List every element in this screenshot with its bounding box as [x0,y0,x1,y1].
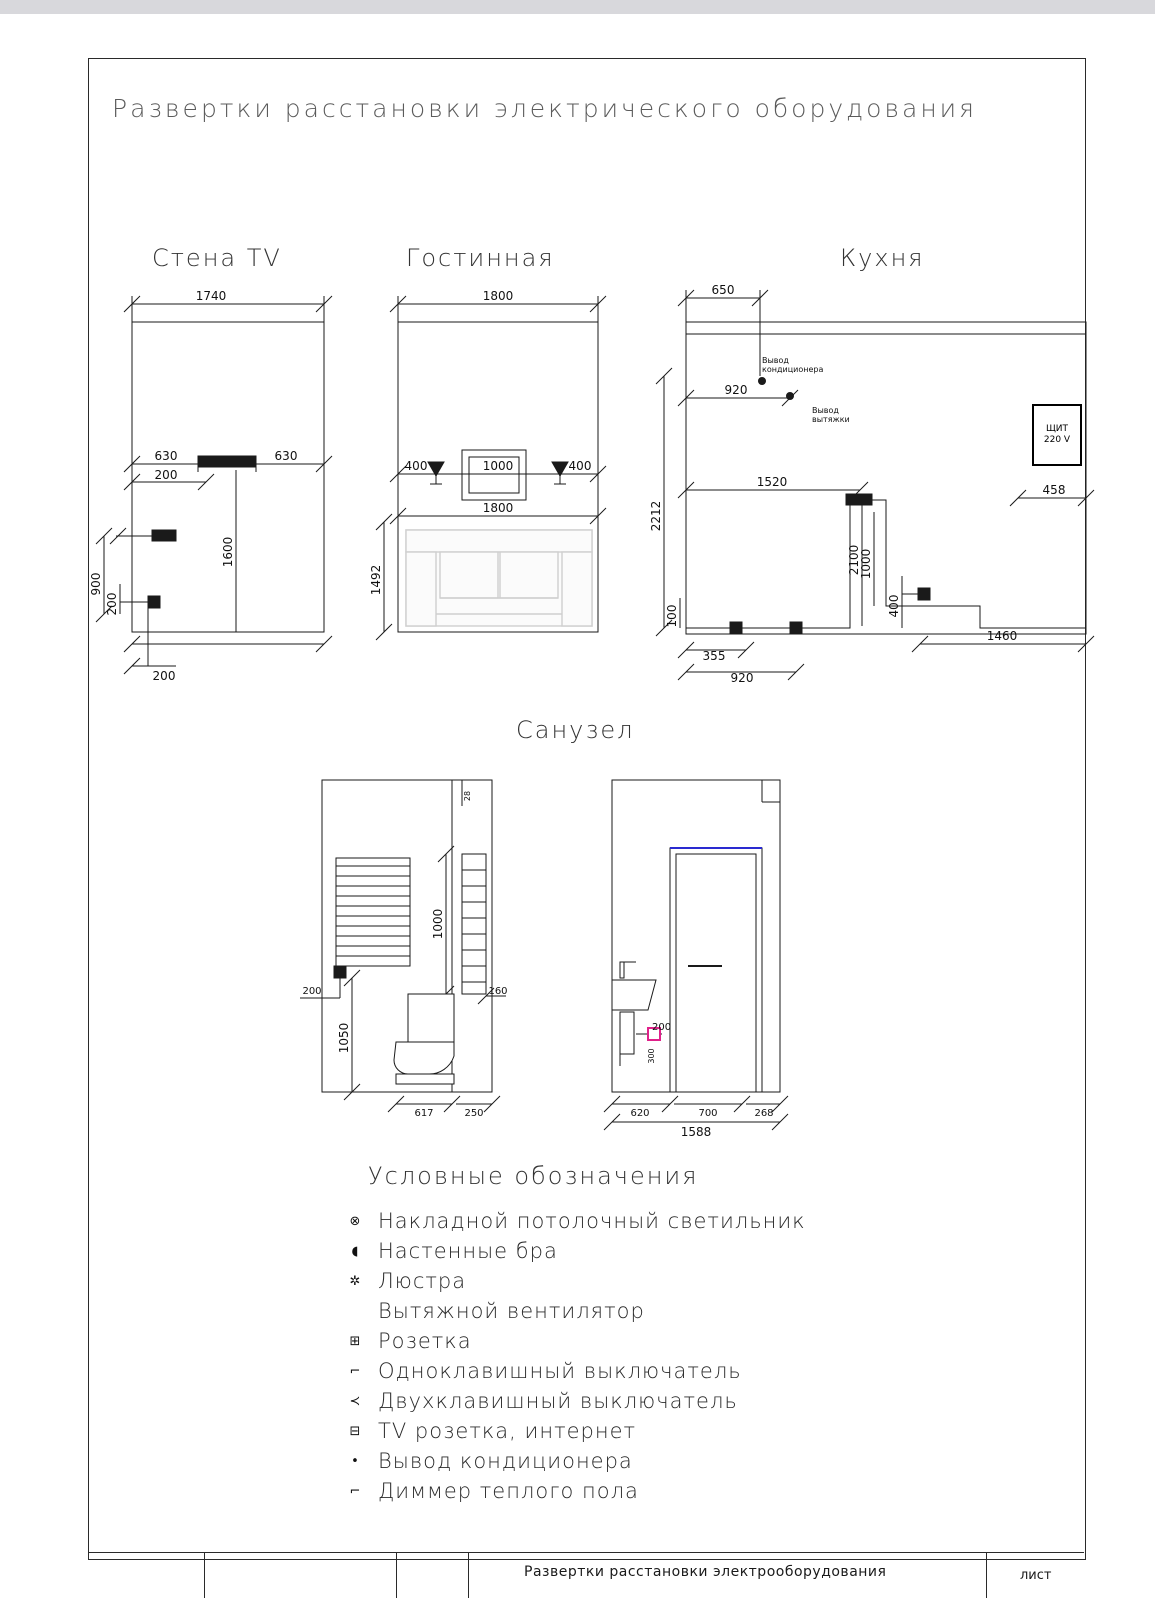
dim-kitchen-458: 458 [1042,483,1066,497]
label-ac-outlet: Вывод кондиционера [762,356,824,375]
section-title-kitchen: Кухня [840,244,925,272]
dim-kitchen-920-bottom: 920 [730,671,754,685]
dim-bath-1000: 1000 [431,908,445,940]
section-title-bathroom: Санузел [516,716,635,744]
dim-tv-1600: 1600 [221,536,235,568]
ac-outlet-icon: • [351,1453,359,1469]
page-title: Развертки расстановки электрического оборудования [112,94,977,123]
dim-bath-300: 300 [647,1048,656,1064]
dim-living-1800-bottom: 1800 [482,501,514,515]
dim-bath-617: 617 [414,1108,434,1119]
floor-heating-dimmer-icon: ⌐ [349,1483,361,1499]
legend-label: Розетка [378,1329,472,1353]
legend-item [332,1266,1032,1296]
drawing-kitchen [650,276,1090,686]
legend-item [332,1236,1032,1266]
dim-kitchen-650: 650 [711,283,735,297]
dim-kitchen-920: 920 [724,383,748,397]
single-switch-icon: ⌐ [349,1363,361,1379]
electrical-panel-symbol [1032,404,1082,466]
legend-label: Одноклавишный выключатель [378,1359,742,1383]
tv-internet-socket-icon: ⊟ [349,1423,361,1439]
legend-label: Вытяжной вентилятор [378,1299,645,1323]
legend-item [332,1326,1032,1356]
legend-item [332,1446,1032,1476]
section-title-tv-wall: Стена TV [152,244,282,272]
dim-tv-630-right: 630 [274,449,298,463]
dim-bath-200: 200 [302,986,322,997]
dim-living-1492: 1492 [369,564,383,596]
label-hood-outlet: Вывод вытяжки [812,406,850,425]
dim-tv-200-a: 200 [154,468,178,482]
dim-bath-28: 28 [463,790,472,802]
legend-item [332,1206,1032,1236]
dim-living-1800-top: 1800 [482,289,514,303]
title-block [88,1552,1084,1598]
ceiling-light-icon: ⊗ [349,1213,361,1229]
drawing-sheet [0,14,1155,1600]
drawing-tv-wall [86,284,376,694]
dim-living-400-right: 400 [568,459,592,473]
legend-item [332,1476,1032,1506]
legend-label: TV розетка, интернет [378,1419,637,1443]
dim-bath-250: 250 [464,1108,484,1119]
section-title-living: Гостинная [406,244,555,272]
dim-tv-200-b: 200 [105,592,119,616]
title-block-divider [88,1552,1084,1553]
legend-title: Условные обозначения [368,1162,699,1190]
title-block-cell-4 [986,1552,987,1598]
dim-bath-160: 160 [488,986,508,997]
legend-label: Люстра [378,1269,467,1293]
legend-item [332,1416,1032,1446]
legend-label: Настенные бра [378,1239,558,1263]
legend-label: Двухклавишный выключатель [378,1389,738,1413]
dim-bath-200-right: 200 [652,1022,672,1033]
panel-label-2: 220 V [1043,435,1071,445]
dim-tv-200-c: 200 [152,669,176,683]
dim-bath-700: 700 [698,1108,718,1119]
dim-kitchen-2100: 2100 [847,544,861,576]
dim-kitchen-1000: 1000 [859,548,873,580]
double-switch-icon: ≺ [349,1393,361,1409]
title-block-cell-3 [468,1552,469,1598]
socket-icon: ⊞ [349,1333,361,1349]
panel-label-1: ЩИТ [1045,424,1069,435]
dim-bath-1050: 1050 [337,1022,351,1054]
legend-item [332,1296,1032,1326]
dim-kitchen-355: 355 [702,649,726,663]
legend-item [332,1356,1032,1386]
dim-tv-1740: 1740 [195,289,227,303]
dim-living-1000: 1000 [482,459,514,473]
dim-living-400-left: 400 [404,459,428,473]
legend-list [332,1206,1032,1506]
wall-sconce-icon: ◖ [351,1243,359,1259]
dim-kitchen-400: 400 [887,594,901,618]
drawing-bathroom-left [280,766,560,1136]
dim-kitchen-1520: 1520 [756,475,788,489]
dim-kitchen-1460: 1460 [986,629,1018,643]
dim-tv-630-left: 630 [154,449,178,463]
title-block-cell-2 [396,1552,397,1598]
chandelier-icon: ✲ [349,1273,361,1289]
dim-bath-268: 268 [754,1108,774,1119]
legend-label: Накладной потолочный светильник [378,1209,806,1233]
dim-bath-620: 620 [630,1108,650,1119]
title-block-sheet-label: лист [1020,1568,1052,1583]
drawing-living [370,284,620,664]
dim-bath-1588: 1588 [680,1125,712,1139]
title-block-title: Развертки расстановки электрооборудования [524,1564,887,1580]
dim-kitchen-2212: 2212 [649,500,663,532]
dim-tv-900: 900 [89,572,103,596]
title-block-cell-1 [204,1552,205,1598]
legend-label: Диммер теплого пола [378,1479,639,1503]
legend-item [332,1386,1032,1416]
legend-label: Вывод кондиционера [378,1449,633,1473]
dim-kitchen-100: 100 [665,604,679,628]
drawing-bathroom-right [590,766,820,1139]
